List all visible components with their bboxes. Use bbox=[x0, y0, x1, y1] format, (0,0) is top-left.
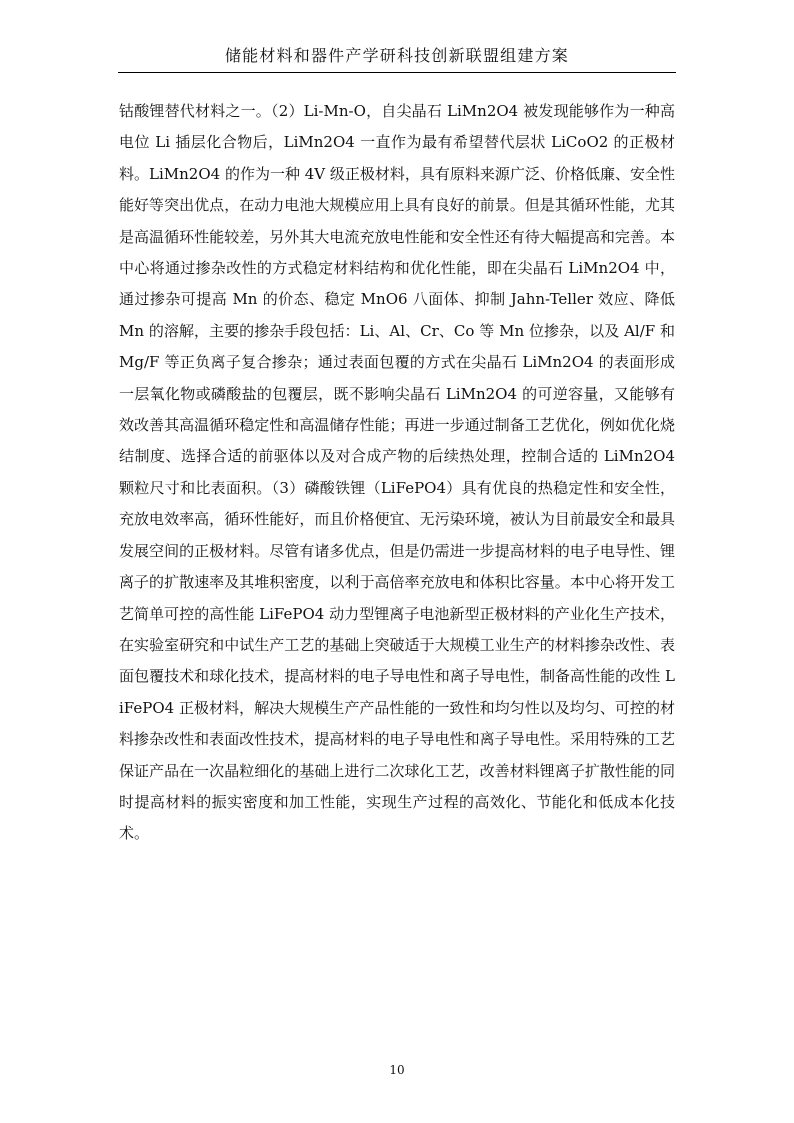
header-divider bbox=[118, 72, 676, 73]
body-paragraph: 钴酸锂替代材料之一。（2）Li-Mn-O，自尖晶石 LiMn2O4 被发现能够作为一种高电位 Li 插层化合物后，LiMn2O4 一直作为最有希望替代层状 LiCoO2 的正极材料。LiMn2O4 的作为一种 4V 级正极材料，具有原料来源广泛、价格低廉、安全性能好等突出优点，在动力电池大规模应用上具有良好的前景。但是其循环性能，尤其是高温循环性能较差，另外其大电流充放电性能和安全性还有待大幅提高和完善。本中心将通过掺杂改性的方式稳定材料结构和优化性能，即在尖晶石 LiMn2O4 中，通过掺杂可提高 Mn 的价态、稳定 MnO6 八面体、抑制 Jahn-Teller 效应、降低 Mn 的溶解，主要的掺杂手段包括：Li、Al、Cr、Co 等 Mn 位掺杂，以及 Al/F 和 Mg/F 等正负离子复合掺杂；通过表面包覆的方式在尖晶石 LiMn2O4 的表面形成一层氧化物或磷酸盐的包覆层，既不影响尖晶石 LiMn2O4 的可逆容量，又能够有效改善其高温循环稳定性和高温储存性能；再进一步通过制备工艺优化，例如优化烧结制度、选择合适的前驱体以及对合成产物的后续热处理，控制合适的 LiMn2O4 颗粒尺寸和比表面积。（3）磷酸铁锂（LiFePO4）具有优良的热稳定性和安全性，充放电效率高，循环性能好，而且价格便宜、无污染环境，被认为目前最安全和最具发展空间的正极材料。尽管有诸多优点，但是仍需进一步提高材料的电子电导性、锂离子的扩散速率及其堆积密度，以利于高倍率充放电和体积比容量。本中心将开发工艺简单可控的高性能 LiFePO4 动力型锂离子电池新型正极材料的产业化生产技术，在实验室研究和中试生产工艺的基础上突破适于大规模工业生产的材料掺杂改性、表面包覆技术和球化技术，提高材料的电子导电性和离子导电性，制备高性能的改性 LiFePO4 正极材料，解决大规模生产产品性能的一致性和均匀性以及均匀、可控的材料掺杂改性和表面改性技术，提高材料的电子导电性和离子导电性。采用特殊的工艺保证产品在一次晶粒细化的基础上进行二次球化工艺，改善材料锂离子扩散性能的同时提高材料的振实密度和加工性能，实现生产过程的高效化、节能化和低成本化技术。 bbox=[119, 102, 675, 843]
page-header-title: 储能材料和器件产学研科技创新联盟组建方案 bbox=[224, 46, 569, 65]
page-number: 10 bbox=[389, 1063, 405, 1077]
